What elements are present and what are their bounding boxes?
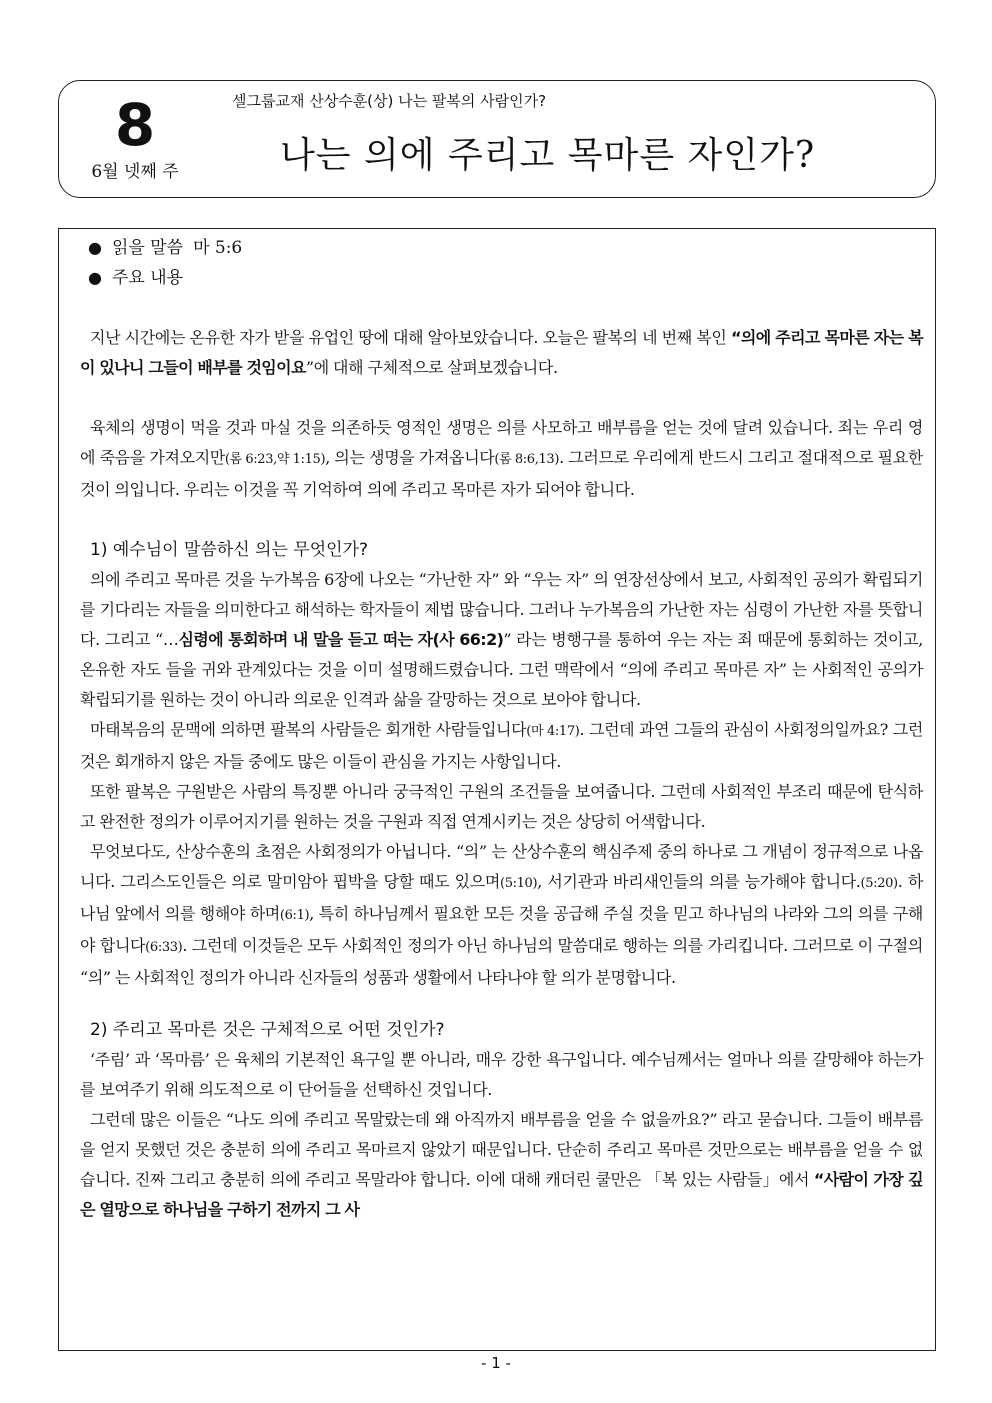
reading-label: 읽을 말씀 bbox=[111, 238, 184, 258]
reading-bullet bbox=[80, 233, 923, 263]
section1-paragraph-3: 또한 팔복은 구원받은 사람의 특징뿐 아니라 궁극적인 구원의 조건들을 보여줍니다. 그런데 사회적인 부조리 때문에 탄식하고 완전한 정의가 이루어지기를 원하는 것을 구원과 직접 연계시키는 것은 상당히 어색합니다. bbox=[80, 782, 923, 831]
scripture-ref: (롬 8:6,13) bbox=[494, 452, 560, 467]
spacer bbox=[80, 505, 923, 535]
intro-text-end: ”에 대해 구체적으로 살펴보겠습니다. bbox=[305, 358, 558, 377]
para-text: 그런데 많은 이들은 “나도 의에 주리고 목말랐는데 왜 아직까지 배부름을 얻을 수 없을까요?” 라고 묻습니다. 그들이 배부름을 얻지 못했던 것은 충분히 의에 주리고 목마르지 않았기 때문입니다. 단순히 주리고 목마른 것만으로는 배부름을 얻을 수 없습니다. 진짜 그리고 충분히 의에 주리고 목말라야 합니다. 이에 대해 캐더린 쿨만은 「복 있는 사람들」에서 bbox=[80, 1110, 923, 1189]
page-number: - 1 - bbox=[481, 1354, 511, 1372]
section1-paragraph-1 bbox=[80, 565, 923, 715]
para-text: . 그런데 이것들은 모두 사회적인 정의가 아닌 하나님의 말씀대로 행하는 의를 가리킵니다. 그러므로 이 구절의 “의” 는 사회적인 정의가 아니라 신자들의 성품과 생활에서 나타나야 할 의가 분명합니다. bbox=[80, 936, 923, 987]
scripture-ref: (마 4:17) bbox=[526, 724, 580, 739]
spacer bbox=[80, 383, 923, 413]
section1-paragraph-4 bbox=[80, 837, 923, 993]
section2-paragraph-2 bbox=[80, 1105, 923, 1225]
para-text: ” 라는 병행구를 통하여 우는 자는 죄 때문에 통회하는 것이고, 온유한 자도 들을 귀와 관계있다는 것을 이미 설명해드렸습니다. 그런 맥락에서 “의에 주리고 목마른 자” 는 사회적인 공의가 확립되기를 원하는 것이 아니라 의로운 인격과 삶을 갈망하는 것으로 보아야 합니다. bbox=[80, 630, 924, 709]
bullet-dot-icon: ● bbox=[88, 268, 102, 287]
lesson-number: 8 bbox=[114, 91, 156, 159]
bullet-dot-icon: ● bbox=[88, 238, 102, 257]
section-heading-1: 1) 예수님이 말씀하신 의는 무엇인가? bbox=[90, 540, 368, 560]
page-title: 나는 의에 주리고 목마른 자인가? bbox=[280, 135, 816, 176]
para-text: 육체의 생명이 먹을 것과 마실 것을 의존하듯 영적인 생명은 의를 사모하고 배부름을 얻는 것에 달려 있습니다. 죄는 우리 영에 죽음을 가져오지만 bbox=[80, 418, 923, 467]
life-paragraph bbox=[80, 413, 923, 505]
intro-highlight: “의에 주리고 목마른 자는 복이 있나니 그들이 배부를 것임이요 bbox=[80, 328, 923, 377]
scripture-ref: (5:10) bbox=[499, 876, 538, 891]
section2-paragraph-1: ‘주림’ 과 ‘목마름’ 은 육체의 기본적인 욕구일 뿐 아니라, 매우 강한 욕구입니다. 예수님께서는 얼마나 의를 갈망해야 하는가를 보여주기 위해 의도적으로 이 단어들을 선택하신 것입니다. bbox=[80, 1050, 923, 1099]
para-text: 의에 주리고 목마른 것을 누가복음 6장에 나오는 “가난한 자” 와 “우는 자” 의 연장선상에서 보고, 사회적인 공의가 확립되기를 기다리는 자들을 의미한다고 해석하는 학자들이 제법 많습니다. 그러나 누가복음의 가난한 자는 심령이 가난한 자를 뜻합니다. 그리고 “… bbox=[80, 570, 923, 649]
section1-paragraph-2 bbox=[80, 715, 923, 777]
content-box bbox=[58, 228, 936, 1351]
para-text: . 하나님 앞에서 의를 행해야 하며 bbox=[80, 872, 924, 923]
content-bullet bbox=[80, 263, 923, 293]
spacer bbox=[80, 293, 923, 323]
quote-highlight: “사람이 가장 깊은 열망으로 하나님을 구하기 전까지 그 사 bbox=[80, 1170, 923, 1219]
para-text: 무엇보다도, 산상수훈의 초점은 사회정의가 아닙니다. “의” 는 산상수훈의 핵심주제 중의 하나로 그 개념이 정규적으로 나옵니다. 그리스도인들은 의로 말미암아 핍박을 당할 때도 있으며 bbox=[80, 842, 923, 891]
intro-paragraph bbox=[80, 323, 923, 383]
para-text: . 그러므로 우리에게 반드시 그리고 절대적으로 필요한 것이 의입니다. 우리는 이것을 꼭 기억하여 의에 주리고 목마른 자가 되어야 합니다. bbox=[80, 448, 923, 499]
para-text: 마태복음의 문맥에 의하면 팔복의 사람들은 회개한 사람들입니다 bbox=[90, 720, 527, 739]
scripture-ref: (6:1) bbox=[279, 908, 310, 923]
para-text: , 의는 생명을 가져옵니다 bbox=[325, 448, 495, 467]
quote-highlight: 심령에 통회하며 내 말을 듣고 떠는 자(사 66:2) bbox=[178, 630, 504, 649]
content-label: 주요 내용 bbox=[111, 268, 184, 288]
para-text: , 서기관과 바리새인들의 의를 능가해야 합니다. bbox=[537, 872, 861, 891]
scripture-ref: (6:33) bbox=[145, 940, 183, 955]
week-label: 6월 넷째 주 bbox=[91, 162, 179, 182]
spacer bbox=[80, 993, 923, 1015]
reading-ref: 마 5:6 bbox=[193, 238, 243, 258]
para-text: , 특히 하나님께서 필요한 모든 것을 공급해 주실 것을 믿고 하나님의 나라와 그의 의를 구해야 합니다 bbox=[80, 904, 923, 955]
para-text: . 그런데 과연 그들의 관심이 사회정의일까요? 그런 것은 회개하지 않은 자들 중에도 많은 이들이 관심을 가지는 사항입니다. bbox=[80, 720, 923, 771]
content bbox=[59, 229, 935, 1225]
series-label: 셀그룹교재 산상수훈(상) 나는 팔복의 사람인가? bbox=[232, 92, 547, 110]
scripture-ref: (롬 6:23,약 1:15) bbox=[224, 452, 326, 467]
section-heading-2: 2) 주리고 목마른 것은 구체적으로 어떤 것인가? bbox=[90, 1020, 445, 1040]
intro-text: 지난 시간에는 온유한 자가 받을 유업인 땅에 대해 알아보았습니다. 오늘은 팔복의 네 번째 복인 bbox=[90, 328, 731, 347]
scripture-ref: (5:20) bbox=[860, 876, 898, 891]
